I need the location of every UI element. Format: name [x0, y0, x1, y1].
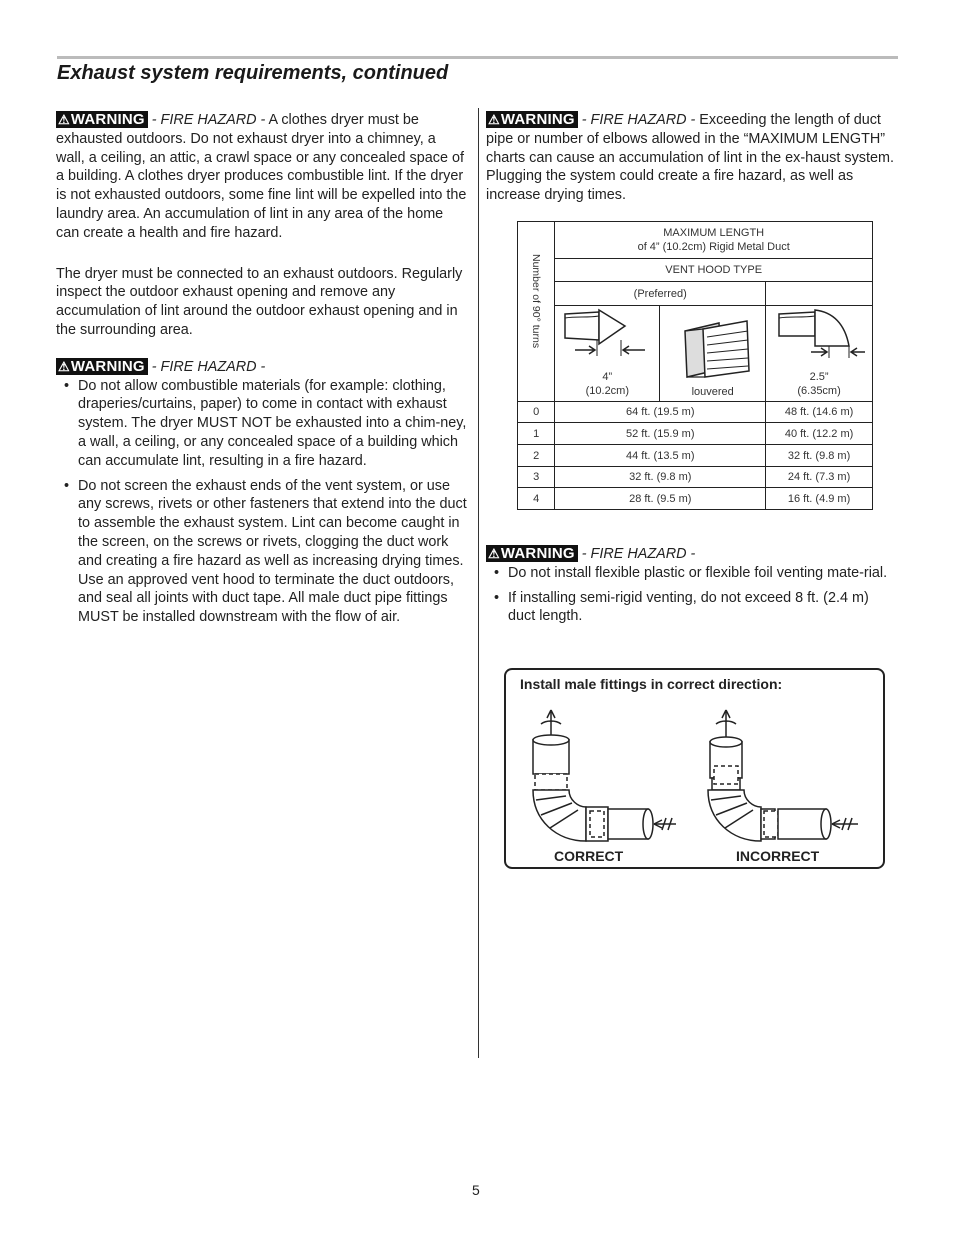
warning-fire-hazard-2 — [56, 358, 468, 377]
header-rule — [57, 56, 898, 59]
fittings-figure — [504, 668, 885, 869]
hood-louvered-cell: louvered — [660, 306, 766, 402]
table-row: 1 52 ft. (15.9 m) 40 ft. (12.2 m) — [518, 423, 873, 445]
side-label: Number of 90° turns — [530, 254, 543, 349]
right-column-lower — [486, 545, 896, 632]
warning-badge: ⚠WARNING — [486, 111, 578, 128]
preferred-label: (Preferred) — [555, 282, 766, 306]
warning-bullets — [56, 377, 468, 627]
warning-fire-hazard-3 — [486, 111, 896, 205]
hazard-label: - FIRE HAZARD - — [581, 112, 696, 128]
louvered-hood-icon — [663, 317, 763, 383]
warning-text: A clothes dryer must be exhausted outdoors. Do not exhaust dryer into a chimney, a wall, a ceiling, an attic, a crawl space or any concealed space of a building. A clothes dryer produces combustible lint. If the dryer is not exhausted outdoors, some fine lint will be expelled into the laundry area. An accumulation of lint in any area of the home can create a health and fire hazard. — [56, 112, 467, 241]
correct-elbow-icon — [533, 710, 676, 841]
turns-header — [518, 222, 555, 402]
hazard-label: - FIRE HAZARD - — [151, 358, 266, 375]
incorrect-elbow-icon — [708, 710, 858, 841]
hood-4in-icon — [557, 306, 657, 366]
warning-bullets — [486, 564, 896, 626]
max-length-table — [517, 221, 873, 510]
figure-title: Install male fittings in correct direction: — [520, 676, 783, 692]
other-header — [766, 282, 873, 306]
warning-fire-hazard-4 — [486, 545, 896, 564]
hazard-label: - FIRE HAZARD - — [151, 112, 266, 128]
hood-2-5in-icon — [769, 306, 869, 366]
hazard-label: - FIRE HAZARD - — [581, 546, 696, 562]
right-column — [486, 111, 896, 205]
warning-badge: ⚠WARNING — [56, 358, 148, 375]
correct-label: CORRECT — [554, 848, 624, 864]
table-row: 2 44 ft. (13.5 m) 32 ft. (9.8 m) — [518, 445, 873, 467]
warning-triangle-icon: ⚠ — [58, 358, 70, 374]
page-number: 5 — [472, 1182, 480, 1198]
incorrect-label: INCORRECT — [736, 848, 820, 864]
hood-4in-cell: 4” (10.2cm) — [555, 306, 660, 402]
vent-hood-type-header: VENT HOOD TYPE — [555, 259, 873, 282]
warning-text: Exceeding the length of duct pipe or number of elbows allowed in the “MAXIMUM LENGTH” charts can cause an accumulation of lint in the ex-haust system. Plugging the system could create a fire hazard, as well as increase drying times. — [486, 112, 894, 204]
table-row: 4 28 ft. (9.5 m) 16 ft. (4.9 m) — [518, 488, 873, 510]
exhaust-paragraph: The dryer must be connected to an exhaust outdoors. Regularly inspect the outdoor exhaust opening and remove any accumulation of lint around the outdoor exhaust opening and in the surrounding area. — [56, 265, 463, 338]
list-item: • Do not install flexible plastic or flexible foil venting mate-rial. — [486, 564, 896, 583]
page-title: Exhaust system requirements, continued — [57, 62, 449, 84]
warning-triangle-icon: ⚠ — [488, 546, 500, 561]
hood-2-5in-cell: 2.5” (6.35cm) — [766, 306, 873, 402]
table-title: MAXIMUM LENGTH of 4” (10.2cm) Rigid Metal Duct — [555, 222, 873, 259]
left-column — [56, 111, 468, 633]
warning-triangle-icon: ⚠ — [488, 112, 500, 127]
warning-badge: ⚠WARNING — [486, 545, 578, 562]
table-row: 3 32 ft. (9.8 m) 24 ft. (7.3 m) — [518, 467, 873, 488]
warning-fire-hazard-1 — [56, 111, 468, 243]
table-row: 0 64 ft. (19.5 m) 48 ft. (14.6 m) — [518, 402, 873, 423]
warning-triangle-icon: ⚠ — [58, 112, 70, 127]
column-divider — [478, 108, 479, 1058]
list-item: • Do not allow combustible materials (for example: clothing, draperies/curtains, paper) to come in contact with exhaust system. The dryer MUST NOT be exhausted into a chim-ney, a wall, a ceiling, or any concealed space of a building which can accumulate lint, resulting in a fire hazard. — [56, 377, 468, 471]
warning-badge: ⚠WARNING — [56, 111, 148, 128]
list-item: • Do not screen the exhaust ends of the vent system, or use any screws, rivets or other fasteners that extend into the duct to assemble the exhaust system. Lint can become caught in the screen, on the screws or rivets, clogging the duct work and creating a fire hazard as well as increasing drying times. Use an approved vent hood to terminate the duct outdoors, and seal all joints with duct tape. All male duct pipe fittings MUST be installed downstream with the flow of air. — [56, 477, 468, 627]
list-item: • If installing semi-rigid venting, do not exceed 8 ft. (2.4 m) duct length. — [486, 589, 896, 627]
duct-diagram — [506, 670, 882, 866]
